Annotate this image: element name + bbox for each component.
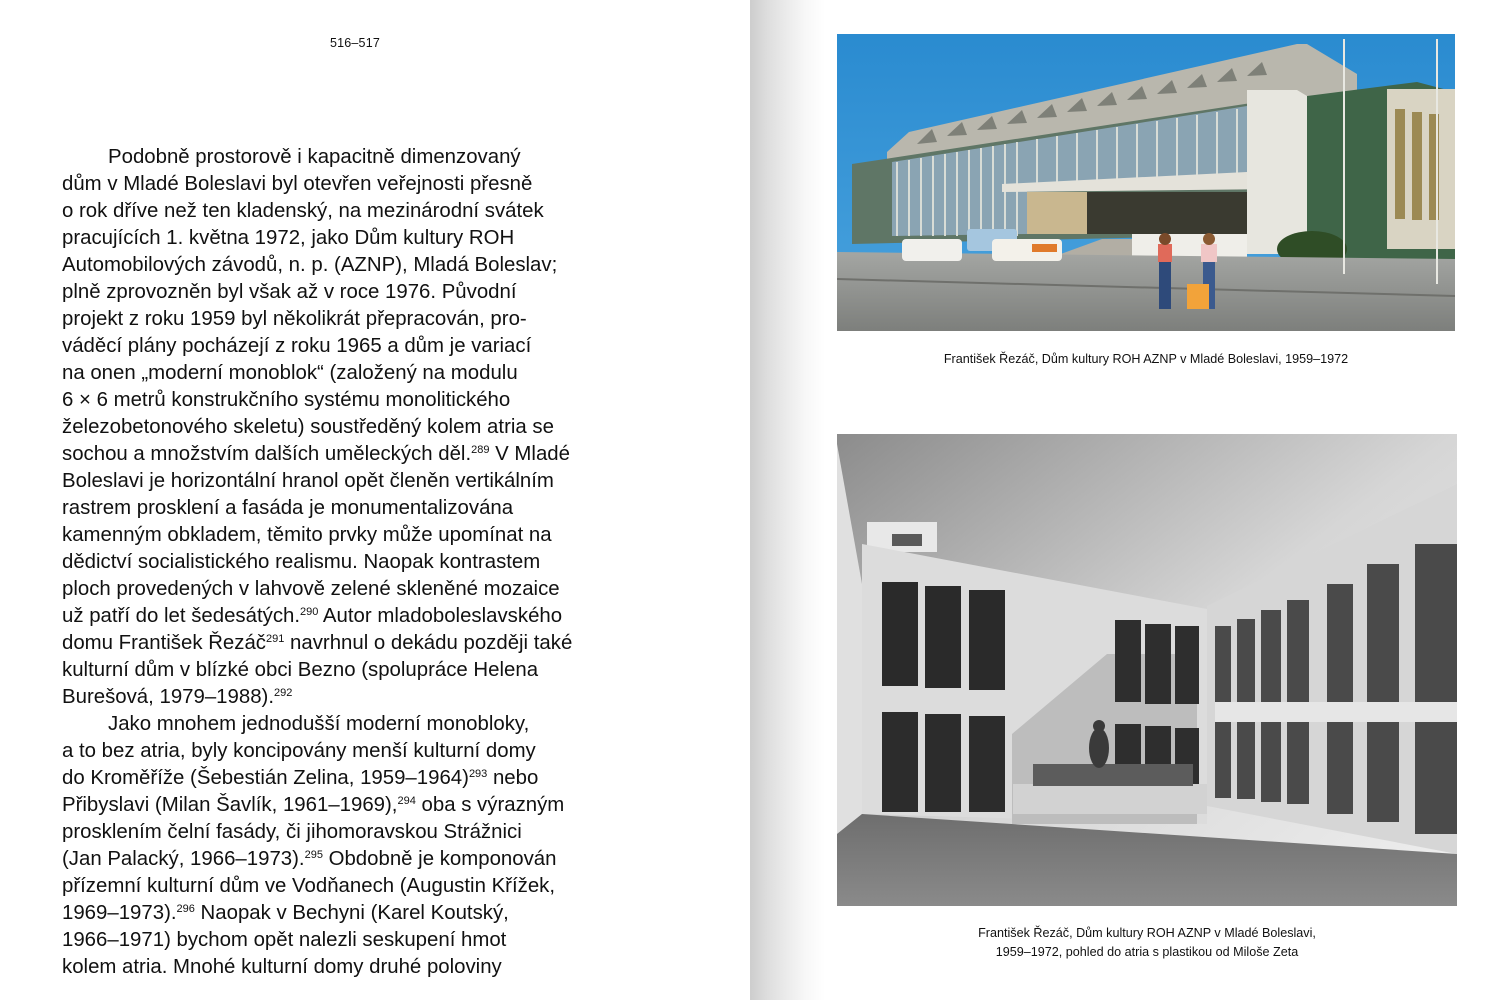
- figure-caption-2-line-2: 1959–1972, pohled do atria s plastikou od Miloše Zeta: [995, 945, 1299, 959]
- footnote-reference[interactable]: 294: [397, 795, 416, 807]
- text-line: [62, 603, 622, 630]
- text-line: [62, 414, 622, 441]
- footnote-reference[interactable]: 295: [304, 849, 323, 861]
- pavement: [837, 252, 1455, 331]
- text-line-content: dědictví socialistického realismu. Naopak kontrastem: [62, 551, 541, 573]
- text-line: [62, 819, 622, 846]
- text-line: [62, 225, 622, 252]
- text-line-content: pracujících 1. května 1972, jako Dům kultury ROH: [62, 227, 515, 249]
- text-line-continuation: nebo: [487, 767, 539, 789]
- text-line: [62, 873, 622, 900]
- text-line: [62, 684, 622, 711]
- text-line: [62, 846, 622, 873]
- figure-atrium-photo: [837, 434, 1457, 906]
- figure-caption-2: [837, 924, 1457, 962]
- body-text: [62, 144, 622, 981]
- atrium-photo-image: [837, 434, 1457, 906]
- text-line-content: sochou a množstvím dalších uměleckých děl.: [62, 443, 472, 465]
- text-line-content: rastrem prosklení a fasáda je monumentalizována: [62, 497, 514, 519]
- text-line: [62, 252, 622, 279]
- planter: [1013, 784, 1207, 814]
- sculpture: [1089, 728, 1109, 768]
- text-line-content: na onen „moderní monoblok“ (založený na modulu: [62, 362, 518, 384]
- footnote-reference[interactable]: 296: [176, 903, 195, 915]
- text-line-content: 1966–1971) bychom opět nalezli seskupení hmot: [62, 929, 507, 951]
- text-line: [62, 765, 622, 792]
- text-line: [62, 198, 622, 225]
- text-line-content: dům v Mladé Boleslavi byl otevřen veřejnosti přesně: [62, 173, 533, 195]
- text-line-content: domu František Řezáč: [62, 632, 266, 654]
- text-line-continuation: Autor mladoboleslavského: [318, 605, 563, 627]
- text-line: [62, 576, 622, 603]
- text-line-content: Boleslavi je horizontální hranol opět členěn vertikálním: [62, 470, 554, 492]
- white-block: [1247, 90, 1307, 254]
- text-line-content: o rok dříve než ten kladenský, na mezinárodní svátek: [62, 200, 544, 222]
- text-line: [62, 306, 622, 333]
- page-numbers: 516–517: [329, 36, 381, 50]
- person: [1159, 259, 1171, 309]
- text-line-content: (Jan Palacký, 1966–1973).: [62, 848, 305, 870]
- text-line-continuation: V Mladé: [489, 443, 570, 465]
- plants: [1033, 764, 1193, 786]
- text-line: [62, 549, 622, 576]
- text-line: [62, 522, 622, 549]
- footnote-reference[interactable]: 293: [468, 768, 488, 780]
- text-line-continuation: Obdobně je komponován: [322, 848, 557, 870]
- text-line-content: Podobně prostorově i kapacitně dimenzovaný: [108, 146, 521, 168]
- text-line-content: už patří do let šedesátých.: [62, 605, 301, 627]
- left-windows-lower: [882, 712, 1005, 812]
- text-line-content: a to bez atria, byly koncipovány menší kulturní domy: [62, 740, 536, 762]
- text-line-content: do Kroměříže (Šebestián Zelina, 1959–1964): [62, 767, 469, 789]
- text-line: [62, 792, 622, 819]
- text-line-content: kamenným obkladem, těmito prvky může upomínat na: [62, 524, 552, 546]
- text-line: [62, 441, 622, 468]
- building-photo-image: [837, 34, 1455, 331]
- text-line: [62, 738, 622, 765]
- text-line: [62, 279, 622, 306]
- text-line: [62, 495, 622, 522]
- text-line-content: železobetonového skeletu) soustředěný kolem atria se: [62, 416, 554, 438]
- text-line-content: ploch provedených v lahvově zelené skleněné mozaice: [62, 578, 560, 600]
- right-spandrels: [1215, 702, 1457, 722]
- text-line-content: Automobilových závodů, n. p. (AZNP), Mladá Boleslav;: [62, 254, 558, 276]
- text-line: [62, 360, 622, 387]
- text-line-content: kolem atria. Mnohé kulturní domy druhé poloviny: [62, 956, 502, 978]
- text-line-content: 6 × 6 metrů konstrukčního systému monolitického: [62, 389, 511, 411]
- stroller: [1187, 284, 1209, 309]
- text-line: [62, 927, 622, 954]
- text-line-content: kulturní dům v blízké obci Bezno (spolupráce Helena: [62, 659, 539, 681]
- text-line-content: přízemní kulturní dům ve Vodňanech (Augustin Křížek,: [62, 875, 556, 897]
- figure-building-photo: [837, 34, 1455, 331]
- footnote-reference[interactable]: 290: [300, 606, 319, 618]
- footnote-reference[interactable]: 291: [266, 633, 285, 645]
- text-line-content: Přibyslavi (Milan Šavlík, 1961–1969),: [62, 794, 398, 816]
- text-line: [62, 657, 622, 684]
- text-line-content: Jako mnohem jednodušší moderní monobloky,: [108, 713, 530, 735]
- footnote-reference[interactable]: 289: [471, 444, 490, 456]
- car: [902, 239, 962, 261]
- text-line: [62, 954, 622, 981]
- text-line-content: Burešová, 1979–1988).: [62, 686, 274, 708]
- footnote-reference[interactable]: 292: [274, 687, 293, 699]
- text-line: [62, 900, 622, 927]
- text-line-continuation: Naopak v Bechyni (Karel Koutský,: [194, 902, 509, 924]
- figure-caption-2-line-1: František Řezáč, Dům kultury ROH AZNP v Mladé Boleslavi,: [978, 926, 1316, 940]
- text-line: [62, 468, 622, 495]
- text-line-content: projekt z roku 1959 byl několikrát přepracován, pro-: [62, 308, 527, 330]
- text-line: [62, 333, 622, 360]
- text-line: [62, 144, 622, 171]
- text-line: [62, 711, 622, 738]
- text-line-continuation: oba s výrazným: [415, 794, 565, 816]
- figure-caption-1: František Řezáč, Dům kultury ROH AZNP v Mladé Boleslavi, 1959–1972: [943, 352, 1349, 366]
- left-windows-upper: [882, 582, 1005, 690]
- text-line-content: plně zprovozněn byl však až v roce 1976. Původní: [62, 281, 517, 303]
- text-line-continuation: navrhnul o dekádu později také: [284, 632, 573, 654]
- text-line-content: 1969–1973).: [62, 902, 177, 924]
- text-line: [62, 630, 622, 657]
- text-line: [62, 171, 622, 198]
- text-line: [62, 387, 622, 414]
- text-line-content: váděcí plány pocházejí z roku 1965 a dům je variací: [62, 335, 532, 357]
- text-line-content: prosklením čelní fasády, či jihomoravskou Strážnici: [62, 821, 522, 843]
